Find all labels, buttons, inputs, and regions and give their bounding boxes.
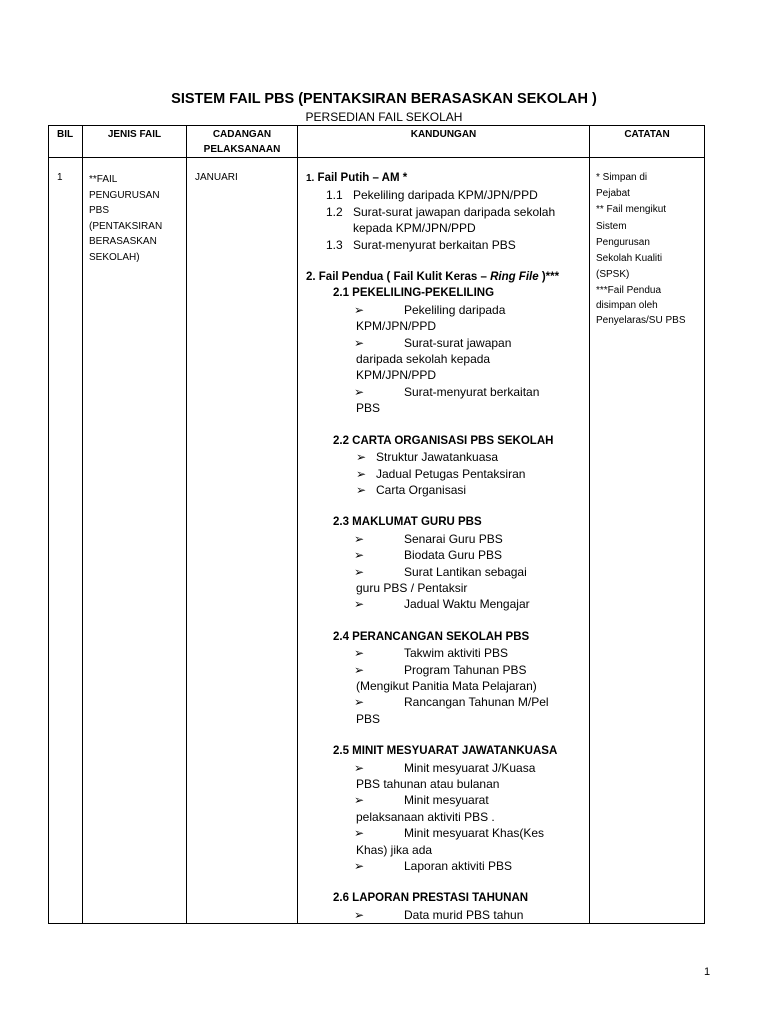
arrow-bullet-icon: ➢: [354, 646, 365, 661]
item-text: Pekeliling daripada KPM/JPN/PPD: [353, 188, 538, 203]
arrow-bullet-icon: ➢: [354, 826, 365, 841]
section-2-heading: [298, 269, 589, 285]
spacer: [298, 498, 589, 514]
item-text-line: Khas) jika ada: [356, 842, 433, 857]
item-text-line: KPM/JPN/PPD: [356, 319, 437, 334]
item-text-line: daripada sekolah kepada: [356, 352, 491, 367]
section-2-3-item: [298, 596, 589, 612]
arrow-bullet-icon: ➢: [354, 302, 365, 317]
section-2-4-item: [298, 694, 589, 727]
item-text: Carta Organisasi: [376, 482, 467, 497]
item-text: Struktur Jawatankuasa: [376, 450, 499, 465]
item-text-line: Biodata Guru PBS: [404, 548, 503, 563]
arrow-bullet-icon: ➢: [354, 335, 365, 350]
catatan-line: ** Fail mengikut: [596, 204, 667, 216]
section-2-3-item: [298, 547, 589, 563]
document-title: SISTEM FAIL PBS (PENTAKSIRAN BERASASKAN SEKOLAH ): [171, 91, 597, 107]
item-text: Jadual Petugas Pentaksiran: [376, 466, 526, 481]
arrow-bullet-icon: ➢: [354, 384, 365, 399]
arrow-bullet-icon: ➢: [354, 564, 365, 579]
item-text-line: Data murid PBS tahun: [404, 907, 524, 922]
section-2-italic: Ring File: [490, 271, 539, 284]
spacer: [298, 727, 589, 743]
item-text: Surat-surat jawapan daripada sekolah: [353, 204, 556, 219]
cell-cadangan: [187, 158, 298, 924]
item-text-line: Jadual Waktu Mengajar: [404, 597, 530, 612]
section-2-2-item: [298, 482, 589, 498]
arrow-bullet-icon: ➢: [354, 760, 365, 775]
item-text-line: Takwim aktiviti PBS: [404, 646, 509, 661]
arrow-bullet-icon: ➢: [354, 597, 365, 612]
item-text-line: Pekeliling daripada: [404, 302, 506, 317]
column-header-cadangan-label: CADANGAN PELAKSANAAN: [203, 129, 281, 155]
jenis-fail-line: PBS: [89, 205, 110, 216]
catatan-note-line: ***Fail Pendua: [596, 285, 662, 297]
section-1-item: [298, 237, 589, 253]
catatan-line: Sekolah Kualiti: [596, 253, 663, 265]
file-system-table: [48, 125, 705, 924]
catatan-line: Pejabat: [596, 188, 630, 200]
section-2-6-heading: 2.6 LAPORAN PRESTASI TAHUNAN: [333, 892, 529, 905]
section-2-2-item: [298, 466, 589, 482]
jenis-fail-text: [89, 158, 186, 265]
arrow-bullet-icon: ➢: [356, 466, 367, 481]
section-2-5-item: [298, 792, 589, 825]
section-2-1-item: [298, 335, 589, 384]
section-2-4-item: [298, 645, 589, 661]
section-2-3-item: [298, 564, 589, 597]
arrow-bullet-icon: ➢: [354, 793, 365, 808]
table-row: [49, 158, 705, 924]
section-2-4-heading: 2.4 PERANCANGAN SEKOLAH PBS: [333, 630, 530, 643]
section-2-2-item: [298, 449, 589, 465]
item-text-line: Surat-menyurat berkaitan: [404, 384, 540, 399]
section-2-2-heading: 2.2 CARTA ORGANISASI PBS SEKOLAH: [333, 434, 554, 447]
item-text-line: (Mengikut Panitia Mata Pelajaran): [356, 678, 537, 693]
arrow-bullet-icon: ➢: [354, 548, 365, 563]
item-text-line: guru PBS / Pentaksir: [356, 580, 468, 595]
section-1-number: 1.: [306, 173, 315, 184]
arrow-bullet-icon: ➢: [354, 695, 365, 710]
item-text-line: Minit mesyuarat J/Kuasa: [404, 760, 536, 775]
section-2-3-item: [298, 531, 589, 547]
item-text-line: Minit mesyuarat: [404, 793, 489, 808]
section-2-1-heading: 2.1 PEKELILING-PEKELILING: [333, 287, 495, 300]
page-number: 1: [704, 966, 711, 978]
item-text-line: PBS: [356, 711, 381, 726]
spacer: [298, 417, 589, 433]
table-header-row: [49, 126, 705, 158]
cadangan-value: JANUARI: [195, 172, 238, 183]
item-number: 1.2: [326, 204, 343, 219]
section-1-item: [298, 204, 589, 220]
jenis-fail-line: BERASASKAN: [89, 236, 157, 247]
catatan-note-line: Penyelaras/SU PBS: [596, 315, 686, 327]
spacer: [298, 874, 589, 890]
item-text-line: Program Tahunan PBS: [404, 662, 527, 677]
column-header-jenis-fail: JENIS FAIL: [83, 126, 187, 158]
section-2-5-item: [298, 825, 589, 858]
section-1-item-continuation: kepada KPM/JPN/PPD: [353, 221, 476, 236]
column-header-kandungan: KANDUNGAN: [298, 126, 590, 158]
item-number: 1.1: [326, 188, 343, 203]
item-text-line: Rancangan Tahunan M/Pel: [404, 695, 549, 710]
section-2-suffix: )***: [538, 271, 560, 284]
arrow-bullet-icon: ➢: [354, 907, 365, 922]
bil-value: 1: [57, 172, 63, 183]
kandungan-content: [298, 158, 589, 923]
item-text-line: Surat-surat jawapan: [404, 335, 512, 350]
section-2-5-item: [298, 858, 589, 874]
section-2-prefix: 2. Fail Pendua ( Fail Kulit Keras –: [306, 271, 491, 284]
section-2-5-item: [298, 760, 589, 793]
arrow-bullet-icon: ➢: [354, 531, 365, 546]
section-2-1-item: [298, 302, 589, 335]
column-header-cadangan: [187, 126, 298, 158]
catatan-line: Sistem: [596, 220, 627, 232]
arrow-bullet-icon: ➢: [354, 859, 365, 874]
item-text-line: Senarai Guru PBS: [404, 531, 503, 546]
arrow-bullet-icon: ➢: [356, 482, 367, 497]
column-header-bil: BIL: [49, 126, 83, 158]
item-text: Surat-menyurat berkaitan PBS: [353, 237, 516, 252]
jenis-fail-line: SEKOLAH): [89, 251, 140, 263]
section-1-title: Fail Putih – AM *: [317, 172, 408, 184]
column-header-catatan: CATATAN: [590, 126, 705, 158]
item-text-line: pelaksanaan aktiviti PBS .: [356, 809, 495, 824]
item-text-line: Surat Lantikan sebagai: [404, 564, 527, 579]
cell-catatan: [590, 158, 705, 924]
section-2-5-heading: 2.5 MINIT MESYUARAT JAWATANKUASA: [333, 745, 558, 758]
arrow-bullet-icon: ➢: [356, 450, 367, 465]
catatan-line: * Simpan di: [596, 172, 648, 183]
document-subtitle: PERSEDIAN FAIL SEKOLAH: [305, 110, 463, 124]
section-2-4-item: [298, 662, 589, 695]
item-text-line: Laporan aktiviti PBS: [404, 859, 513, 874]
spacer: [298, 253, 589, 269]
section-2-6-item: [298, 907, 589, 923]
jenis-fail-line: (PENTAKSIRAN: [89, 220, 163, 232]
section-2-3-heading: 2.3 MAKLUMAT GURU PBS: [333, 516, 482, 529]
catatan-line: Pengurusan: [596, 236, 650, 248]
cell-kandungan: [298, 158, 590, 924]
jenis-fail-line: **FAIL: [89, 174, 118, 185]
cell-jenis-fail: [83, 158, 187, 924]
item-number: 1.3: [326, 237, 343, 252]
section-1-heading: [298, 170, 589, 187]
cell-bil: [49, 158, 83, 924]
spacer: [298, 613, 589, 629]
catatan-line: (SPSK): [596, 269, 630, 281]
item-text-line: PBS tahunan atau bulanan: [356, 777, 500, 791]
arrow-bullet-icon: ➢: [354, 662, 365, 677]
catatan-content: [596, 158, 704, 328]
jenis-fail-line: PENGURUSAN: [89, 189, 160, 201]
section-2-1-item: [298, 384, 589, 417]
catatan-note-line: disimpan oleh: [596, 300, 658, 312]
item-text-line: KPM/JPN/PPD: [356, 368, 437, 383]
item-text-line: PBS: [356, 401, 381, 416]
item-text-line: Minit mesyuarat Khas(Kes: [404, 826, 545, 841]
section-1-item: [298, 187, 589, 203]
